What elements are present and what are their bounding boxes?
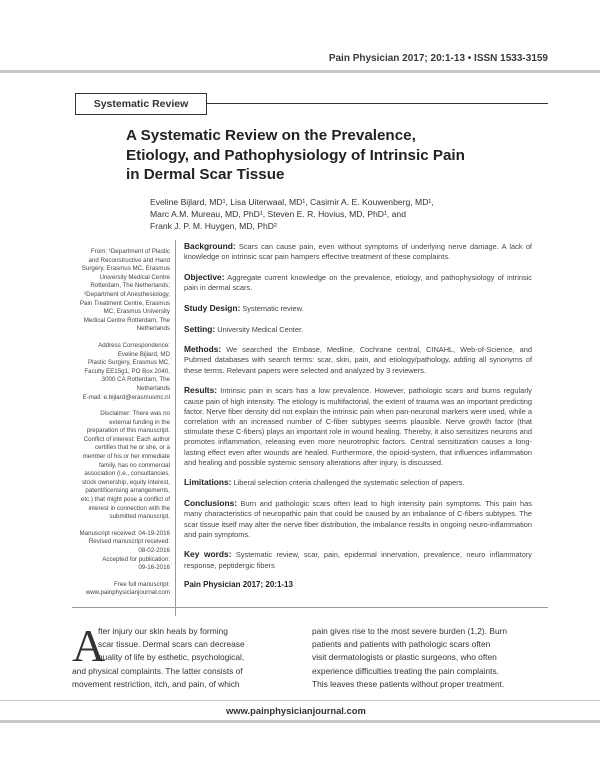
- sidebar-line: member of his or her immediate: [82, 453, 170, 461]
- sidebar-line: etc.) that might pose a conflict of: [80, 496, 170, 504]
- sidebar-line: ²Department of Anesthesiology,: [84, 290, 170, 298]
- section-label: Objective:: [184, 271, 225, 282]
- sidebar-line: Rotterdam, The Netherlands;: [90, 282, 170, 290]
- sidebar-line: 3000 CA Rotterdam, The: [101, 376, 170, 384]
- section-label: Conclusions:: [184, 498, 238, 509]
- body-line: This leaves these patients without proper treatment.: [312, 678, 505, 689]
- sidebar-line: Plastic Surgery, Erasmus MC,: [87, 359, 170, 367]
- sidebar-line: Pain Treatment Centre, Erasmus: [79, 299, 170, 307]
- body-line: experience difficulties treating the pain complaints.: [312, 665, 499, 676]
- body-line: quality of life by esthetic, psychological,: [98, 652, 245, 663]
- title-line: in Dermal Scar Tissue: [126, 166, 285, 183]
- sidebar-line: Netherlands: [136, 384, 170, 392]
- sidebar-line: Conflict of interest: Each author: [83, 435, 170, 443]
- sidebar-line: Eveline Bijlard, MD: [117, 350, 170, 358]
- section-text: Intrinsic pain in scars has a low prevalence. However, pathologic scars and burns regularly cause pain of high intensity. The etiology is multifactorial, the extent of trauma was an important predicting factor. Nerve fiber density did not explain the intrinsic pain when pan-neuronal markers were used, while a correlation with an increased number of C-fiber subtypes seems plausible. Nerve growth factor (that stimulate these C-fibers) plays an important role in wound healing. Thereby, it also sensitizes neurons and promotes inflammation, releasing even more neurotrophic factors. Central sensitization causes a long-lasting effect even after wounds are healed. Furthermore, the opioid-system, that influences inflammation and healing and possible systemic sensory alterations after injury, is discussed.: [184, 386, 532, 467]
- article-title: [126, 126, 465, 185]
- sidebar-line: Address Correspondence:: [98, 341, 170, 349]
- sidebar-line: Disclaimer: There was no: [100, 410, 170, 418]
- body-column-left: [72, 620, 296, 691]
- sidebar-line: certifies that he or she, or a: [95, 444, 170, 452]
- sidebar-line: Accepted for publication:: [102, 555, 170, 563]
- section-label: Setting:: [184, 323, 216, 334]
- abstract-conclusions: [184, 498, 532, 540]
- section-label: Limitations:: [184, 477, 232, 488]
- section-text: Systematic review, scar, pain, epidermal innervation, prevalence, neuro inflammatory response, peptidergic fibers: [184, 550, 532, 570]
- manuscript-dates: [72, 530, 170, 573]
- footer-bar: [0, 720, 600, 723]
- sidebar-line: 08-02-2016: [138, 547, 170, 554]
- abstract-citation: Pain Physician 2017; 20:1-13: [184, 580, 293, 590]
- body-column-right: [312, 625, 536, 691]
- abstract: [184, 241, 532, 599]
- abstract-methods: [184, 344, 532, 376]
- abstract-study-design: [184, 303, 532, 314]
- footer-rule: [0, 700, 600, 701]
- section-label: Key words:: [184, 549, 232, 560]
- sidebar-line: preparation of this manuscript.: [86, 427, 170, 435]
- section-text: Burn and pathologic scars often lead to high intensity pain symptoms. This pain has many characteristics of neuropathic pain that could be caused by an imbalance of C-fibers subtypes. The scar tissue itself may alter the nerve fiber distribution, the imbalance results in ongoing neuro-inflammation and pain symptoms.: [184, 499, 532, 539]
- section-label: Background:: [184, 241, 236, 251]
- title-line: A Systematic Review on the Prevalence,: [126, 127, 416, 144]
- body-line: patients and patients with pathologic scars often: [312, 639, 491, 650]
- body-line: and physical complaints. The latter consists of: [72, 665, 243, 676]
- abstract-results: [184, 385, 532, 468]
- title-line: Etiology, and Pathophysiology of Intrinsic Pain: [126, 146, 465, 164]
- sidebar-line: interest in connection with the: [88, 504, 170, 512]
- section-text: Systematic review.: [242, 303, 304, 313]
- section-label: Methods:: [184, 344, 222, 355]
- header-rule: [0, 70, 600, 73]
- body-line: movement restriction, itch, and pain, of which: [72, 678, 240, 689]
- journal-link[interactable]: www.painphysicianjournal.com: [85, 589, 170, 597]
- author-line: Marc A.M. Mureau, MD, PhD¹, Steven E. R. Hovius, MD, PhD¹, and: [150, 209, 406, 219]
- section-label: Results:: [184, 385, 218, 396]
- disclaimer: [72, 410, 170, 522]
- sidebar-email: E-mail: e.bijlard@erasmusmc.nl: [82, 393, 170, 401]
- sidebar-line: Faculty EE15g1, PO Box 2040,: [84, 367, 170, 375]
- sidebar-line: external funding in the: [109, 418, 170, 426]
- section-text: Liberal selection criteria challenged the systematic selection of papers.: [233, 478, 465, 488]
- sidebar-line: Surgery, Erasmus MC, Erasmus: [81, 265, 170, 273]
- sidebar-line: University Medical Centre: [99, 273, 170, 281]
- sidebar-line: patent/licensing arrangements,: [85, 487, 170, 495]
- abstract-background: [184, 241, 532, 262]
- abstract-objective: [184, 272, 532, 293]
- abstract-limitations: [184, 477, 532, 488]
- journal-reference: Pain Physician 2017; 20:1-13 • ISSN 1533-3159: [328, 53, 548, 64]
- sidebar-line: Netherlands: [136, 325, 170, 333]
- body-line: scar tissue. Dermal scars can decrease: [98, 639, 245, 650]
- section-text: Scars can cause pain, even without symptoms of underlying nerve damage. A lack of knowledge on intrinsic scar pain hampers effective treatment of these complaints.: [184, 242, 532, 262]
- article-type-rule: [207, 103, 548, 104]
- article-type-label: Systematic Review: [75, 93, 207, 115]
- sidebar-line: family, has no commercial: [98, 461, 170, 469]
- sidebar-line: Free full manuscript:: [113, 580, 170, 588]
- abstract-rule: [72, 607, 548, 608]
- sidebar-line: submitted manuscript.: [109, 513, 170, 521]
- abstract-keywords: [184, 549, 532, 570]
- free-manuscript: [72, 581, 170, 598]
- author-line: Frank J. P. M. Huygen, MD, PhD²: [150, 221, 277, 231]
- author-line: Eveline Bijlard, MD¹, Lisa Uiterwaal, MD¹, Casimir A. E. Kouwenberg, MD¹,: [150, 197, 434, 207]
- sidebar-line: MC, Erasmus University: [103, 308, 170, 316]
- body-line: visit dermatologists or plastic surgeons, who often: [312, 652, 497, 663]
- sidebar-line: association (i.e., consultancies,: [84, 470, 170, 478]
- author-list: [150, 196, 460, 232]
- article-sidebar: [72, 248, 170, 606]
- body-line: pain gives rise to the most severe burden (1,2). Burn: [312, 626, 508, 636]
- section-text: We searched the Embase, Medline, Cochrane central, CINAHL, Web-of-Science, and Pubmed databases with search terms: scar, skin, pain, and etiology/pathology, adding all synonyms of these terms. Relevant papers were selected and analyzed by 3 reviewers.: [184, 345, 532, 375]
- abstract-setting: [184, 324, 532, 335]
- affiliations: [72, 248, 170, 334]
- sidebar-line: 09-16-2016: [138, 564, 170, 572]
- section-text: Aggregate current knowledge on the prevalence, etiology, and pathophysiology of intrinsic pain in dermal scars.: [184, 272, 532, 293]
- body-line: fter injury our skin heals by forming: [98, 626, 228, 636]
- sidebar-line: Manuscript received: 04-19-2016: [79, 529, 170, 537]
- sidebar-divider: [175, 240, 176, 616]
- sidebar-line: Revised manuscript received:: [88, 538, 170, 546]
- sidebar-line: Medical Centre Rotterdam, The: [83, 316, 170, 324]
- section-text: University Medical Center.: [217, 324, 304, 334]
- drop-cap: A: [72, 620, 106, 671]
- sidebar-line: From: ¹Department of Plastic: [90, 248, 170, 255]
- sidebar-line: and Reconstructive and Hand: [88, 256, 170, 264]
- sidebar-line: stock ownership, equity interest,: [81, 478, 170, 486]
- correspondence-address: [72, 342, 170, 402]
- section-label: Study Design:: [184, 302, 241, 313]
- footer-url[interactable]: www.painphysicianjournal.com: [226, 705, 366, 716]
